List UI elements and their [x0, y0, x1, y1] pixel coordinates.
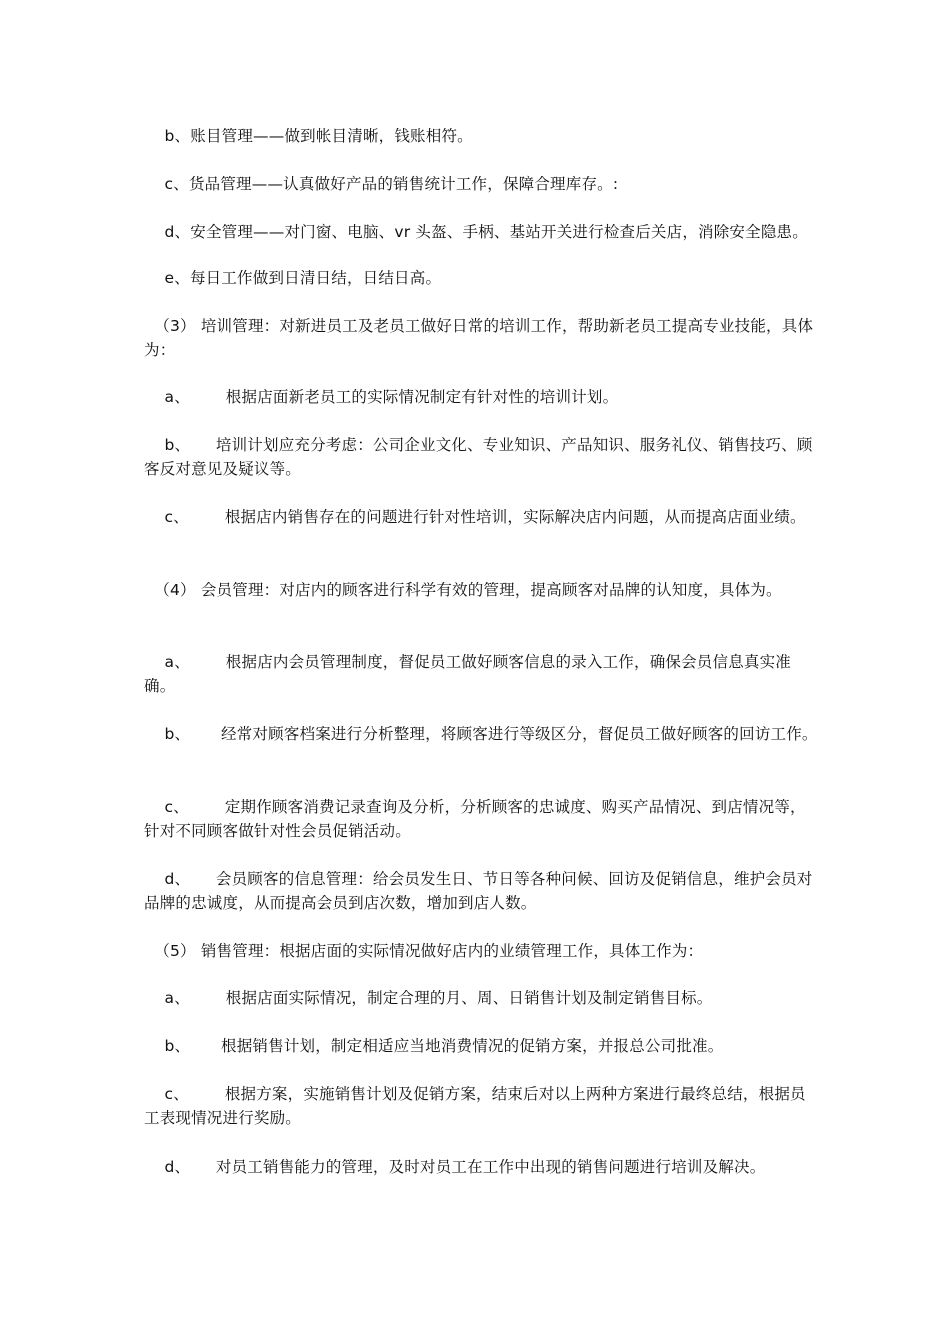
paragraph-sales-d: d、 对员工销售能力的管理，及时对员工在工作中出现的销售问题进行培训及解决。	[144, 1158, 766, 1176]
paragraph-member-a: a、 根据店内会员管理制度，督促员工做好顾客信息的录入工作，确保会员信息真实准确。	[144, 653, 792, 695]
paragraph-member-d: d、 会员顾客的信息管理：给会员发生日、节日等各种问候、回访及促销信息，维护会员对品牌的忠诚度，从而提高会员到店次数，增加到店人数。	[144, 870, 813, 912]
paragraph-account-management: b、账目管理——做到帐目清晰，钱账相符。	[144, 127, 473, 145]
paragraph-training-c: c、 根据店内销售存在的问题进行针对性培训，实际解决店内问题，从而提高店面业绩。	[144, 508, 806, 526]
paragraph-training-a: a、 根据店面新老员工的实际情况制定有针对性的培训计划。	[144, 388, 619, 406]
paragraph-member-b: b、 经常对顾客档案进行分析整理，将顾客进行等级区分，督促员工做好顾客的回访工作。	[144, 725, 818, 743]
paragraph-sales-b: b、 根据销售计划，制定相适应当地消费情况的促销方案，并报总公司批准。	[144, 1037, 724, 1055]
paragraph-training-heading: （3） 培训管理：对新进员工及老员工做好日常的培训工作，帮助新老员工提高专业技能，具体为：	[144, 317, 814, 359]
paragraph-sales-a: a、 根据店面实际情况，制定合理的月、周、日销售计划及制定销售目标。	[144, 989, 713, 1007]
paragraph-sales-heading: （5） 销售管理：根据店面的实际情况做好店内的业绩管理工作，具体工作为：	[144, 942, 704, 960]
paragraph-member-heading: （4） 会员管理：对店内的顾客进行科学有效的管理，提高顾客对品牌的认知度，具体为。	[144, 581, 782, 599]
paragraph-daily-work: e、每日工作做到日清日结，日结日高。	[144, 269, 442, 287]
paragraph-member-c: c、 定期作顾客消费记录查询及分析，分析顾客的忠诚度、购买产品情况、到店情况等，针对不同顾客做针对性会员促销活动。	[144, 798, 806, 840]
paragraph-safety-management: d、安全管理——对门窗、电脑、vr 头盔、手柄、基站开关进行检查后关店，消除安全隐患。	[144, 223, 808, 241]
paragraph-sales-c: c、 根据方案，实施销售计划及促销方案，结束后对以上两种方案进行最终总结，根据员工表现情况进行奖励。	[144, 1085, 806, 1127]
paragraph-training-b: b、 培训计划应充分考虑：公司企业文化、专业知识、产品知识、服务礼仪、销售技巧、顾客反对意见及疑议等。	[144, 436, 813, 478]
paragraph-goods-management: c、货品管理——认真做好产品的销售统计工作，保障合理库存。:	[144, 175, 619, 193]
